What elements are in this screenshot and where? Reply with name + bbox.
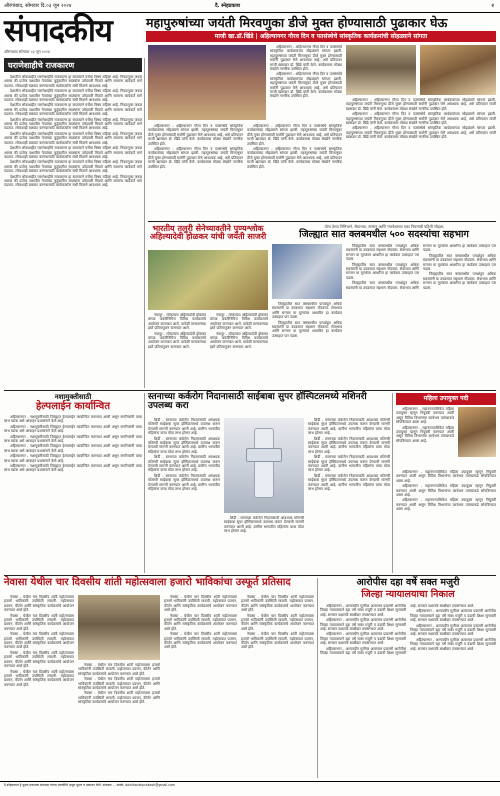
editorial-paragraph: देशातील लोकशाहीत घराणेशाहीचे राजकारण हा सातत्याने चर्चेचा विषय राहिला आहे. निवडणुका जवळ आल्या की प्रत्येक पक्षातील नेत्यांच्या कुटुंबातील सदस्यांना उमेदवारी मिळते आणि सामान्य कार्यकर्ते मागे पडतात. लोकशाही बळकट करण्यासाठी कार्यकर्त्यांना संधी मिळणे आवश्यक आहे. (4, 131, 142, 145)
ahilya-paragraph: नवापूर - लोकमाता अहिल्यादेवी होळकर यांच्या जयंतीनिमित्त विविध कार्यक्रमांचे आयोजन करण्यात आले. यावेळी मान्यवरांच्या हस्ते प्रतिमापूजन करण्यात आले. (210, 313, 268, 331)
masthead-title: संपादकीय (4, 13, 112, 49)
cancer-paragraph: शिर्डी - स्तनाच्या कर्करोग निदानासाठी आवश्यक मशिनरी साईबाबा सुपर हॉस्पिटलमध्ये उपलब्ध करून देण्याची मागणी करण्यात आली आहे. ग्रामीण भागातील महिलांना याचा मोठा लाभ होणार आहे. (148, 418, 220, 436)
editorial-paragraph: देशातील लोकशाहीत घराणेशाहीचे राजकारण हा सातत्याने चर्चेचा विषय राहिला आहे. निवडणुका जवळ आल्या की प्रत्येक पक्षातील नेत्यांच्या कुटुंबातील सदस्यांना उमेदवारी मिळते आणि सामान्य कार्यकर्ते मागे पडतात. लोकशाही बळकट करण्यासाठी कार्यकर्त्यांना संधी मिळणे आवश्यक आहे. (4, 103, 142, 117)
nevasa-paragraph: नेवासा - येथील चार दिवसीय शांती महोत्सवाला हजारो भाविकांनी उपस्थिती लावली. महोत्सवात प्रवचन, कीर्तन आणि सांस्कृतिक कार्यक्रमांचे आयोजन करण्यात आले होते. (4, 613, 74, 631)
court-subheadline: जिल्हा न्यायालयाचा निकाल (361, 589, 455, 600)
court-paragraph: अहिल्यानगर - अल्पवयीन मुलीवर अत्याचार प्रकरणी आरोपीस जिल्हा न्यायालयाने दहा वर्षे सक्त मजुरी व दंडाची शिक्षा सुनावली आहे. सरकार पक्षातर्फे साक्षीदार तपासण्यात आले. (320, 618, 406, 632)
club-body-2 (346, 244, 496, 388)
paper-name: दै. स्नेहप्रकाश (215, 3, 241, 9)
club-headline: जिल्ह्यात सात क्लबमधील ५०० सदस्यांचा सहभाग (299, 229, 469, 240)
women-paragraph: अहिल्यानगर - महानगरपालिकेत महिला उपायुक्त म्हणून नियुक्ती करण्यात आली असून विविध विभागांचा कार्यभार त्यांच्याकडे सोपविण्यात आला आहे. (396, 425, 454, 443)
lead-body-col3 (148, 124, 342, 219)
lead-body-col2 (346, 98, 496, 218)
health-paragraph: अहिल्यानगर - नशामुक्तीसाठी जिल्ह्यात हेल्पलाईन कार्यान्वित करण्यात आली असून नागरिकांनी याचा लाभ घ्यावा असे आवाहन प्रशासनाने केले आहे. (4, 464, 142, 473)
masthead-subline: औरंगाबाद सोमवार ०३ जून २०२४ (4, 49, 50, 54)
ahilya-body-2 (210, 313, 268, 388)
nevasa-paragraph: नेवासा - येथील चार दिवसीय शांती महोत्सवाला हजारो भाविकांनी उपस्थिती लावली. महोत्सवात प्रवचन, कीर्तन आणि सांस्कृतिक कार्यक्रमांचे आयोजन करण्यात आले होते. (78, 691, 160, 705)
editorial-paragraph: देशातील लोकशाहीत घराणेशाहीचे राजकारण हा सातत्याने चर्चेचा विषय राहिला आहे. निवडणुका जवळ आल्या की प्रत्येक पक्षातील नेत्यांच्या कुटुंबातील सदस्यांना उमेदवारी मिळते आणि सामान्य कार्यकर्ते मागे पडतात. लोकशाही बळकट करण्यासाठी कार्यकर्त्यांना संधी मिळणे आवश्यक आहे. (4, 160, 142, 174)
women-body-2 (396, 470, 496, 573)
editorial-heading: घराणेशाहीचे राजकारण (8, 60, 75, 70)
editorial-paragraph: देशातील लोकशाहीत घराणेशाहीचे राजकारण हा सातत्याने चर्चेचा विषय राहिला आहे. निवडणुका जवळ आल्या की प्रत्येक पक्षातील नेत्यांच्या कुटुंबातील सदस्यांना उमेदवारी मिळते आणि सामान्य कार्यकर्ते मागे पडतात. लोकशाही बळकट करण्यासाठी कार्यकर्त्यांना संधी मिळणे आवश्यक आहे. (4, 75, 142, 88)
nevasa-paragraph: नेवासा - येथील चार दिवसीय शांती महोत्सवाला हजारो भाविकांनी उपस्थिती लावली. महोत्सवात प्रवचन, कीर्तन आणि सांस्कृतिक कार्यक्रमांचे आयोजन करण्यात आले होते. (4, 669, 74, 687)
cancer-paragraph: शिर्डी - स्तनाच्या कर्करोग निदानासाठी आवश्यक मशिनरी साईबाबा सुपर हॉस्पिटलमध्ये उपलब्ध करून देण्याची मागणी करण्यात आली आहे. ग्रामीण भागातील महिलांना याचा मोठा लाभ होणार आहे. (148, 473, 220, 492)
court-paragraph: अहिल्यानगर - अल्पवयीन मुलीवर अत्याचार प्रकरणी आरोपीस जिल्हा न्यायालयाने दहा वर्षे सक्त मजुरी व दंडाची शिक्षा सुनावली आहे. सरकार पक्षातर्फे साक्षीदार तपासण्यात आले. (410, 637, 496, 651)
lead-paragraph: अहिल्यानगर - अहिल्यानगर गौरव दिन व पतसंस्थेचे सांस्कृतिक कार्यक्रमांच्या सोहळ्याने सांगता झाली. महापुरुषांच्या जयंती मिरवणुका डीजे मुक्त होण्यासाठी सर्वांनी पुढाकार घेणे आवश्यक आहे, असे प्रतिपादन माजी खासदार डॉ. खिंडे यांनी केले. कार्यक्रमास मोठ्या संख्येने नागरिक उपस्थित होते. (148, 124, 243, 146)
top-info-bar (0, 0, 500, 13)
health-paragraph: अहिल्यानगर - नशामुक्तीसाठी जिल्ह्यात हेल्पलाईन कार्यान्वित करण्यात आली असून नागरिकांनी याचा लाभ घ्यावा असे आवाहन प्रशासनाने केले आहे. (4, 434, 142, 444)
court-paragraph: अहिल्यानगर - अल्पवयीन मुलीवर अत्याचार प्रकरणी आरोपीस जिल्हा न्यायालयाने दहा वर्षे सक्त मजुरी व दंडाची शिक्षा सुनावली आहे. सरकार पक्षातर्फे साक्षीदार तपासण्यात आले. (410, 623, 496, 637)
nevasa-body-2 (78, 663, 160, 778)
club-paragraph: जिल्ह्यातील सात क्लबमधील पाचशेहून अधिक सदस्यांनी या उपक्रमात सहभाग नोंदवला. सेवाभाव आणि सन्मान या मूल्यांवर आधारित हा कार्यक्रम उत्साहात पार पडला. (346, 244, 496, 290)
ahilya-headline: भारतीय तलुरी सेनेच्यावतीने पुण्यश्लोक अहिल्यादेवी होळकर यांची जयंती साजरी (149, 223, 267, 242)
women-heading: महिला उपायुक्त पदी (396, 393, 496, 405)
cancer-paragraph: शिर्डी - स्तनाच्या कर्करोग निदानासाठी आवश्यक मशिनरी साईबाबा सुपर हॉस्पिटलमध्ये उपलब्ध करून देण्याची मागणी करण्यात आली आहे. ग्रामीण भागातील महिलांना याचा मोठा लाभ होणार आहे. (308, 455, 390, 473)
editorial-paragraph: देशातील लोकशाहीत घराणेशाहीचे राजकारण हा सातत्याने चर्चेचा विषय राहिला आहे. निवडणुका जवळ आल्या की प्रत्येक पक्षातील नेत्यांच्या कुटुंबातील सदस्यांना उमेदवारी मिळते आणि सामान्य कार्यकर्ते मागे पडतात. लोकशाही बळकट करण्यासाठी कार्यकर्त्यांना संधी मिळणे आवश्यक आहे. (4, 117, 142, 131)
page-number: २ (491, 3, 494, 9)
editorial-heading-bar (4, 58, 142, 72)
lead-photo-3 (420, 45, 496, 95)
cancer-paragraph: शिर्डी - स्तनाच्या कर्करोग निदानासाठी आवश्यक मशिनरी साईबाबा सुपर हॉस्पिटलमध्ये उपलब्ध करून देण्याची मागणी करण्यात आली आहे. ग्रामीण भागातील महिलांना याचा मोठा लाभ होणार आहे. (224, 516, 304, 534)
lead-photo-main (148, 45, 266, 120)
court-paragraph: अहिल्यानगर - अल्पवयीन मुलीवर अत्याचार प्रकरणी आरोपीस जिल्हा न्यायालयाने दहा वर्षे सक्त मजुरी व दंडाची शिक्षा सुनावली आहे. सरकार पक्षातर्फे साक्षीदार तपासण्यात आले. (410, 609, 496, 623)
court-paragraph: अहिल्यानगर - अल्पवयीन मुलीवर अत्याचार प्रकरणी आरोपीस जिल्हा न्यायालयाने दहा वर्षे सक्त मजुरी व दंडाची शिक्षा सुनावली आहे. सरकार पक्षातर्फे साक्षीदार तपासण्यात आले. (320, 632, 406, 646)
club-paragraph: जिल्ह्यातील सात क्लबमधील पाचशेहून अधिक सदस्यांनी या उपक्रमात सहभाग नोंदवला. सेवाभाव आणि सन्मान या मूल्यांवर आधारित हा कार्यक्रम उत्साहात पार पडला. (346, 244, 419, 262)
lead-body-col1 (270, 45, 342, 125)
health-body (4, 415, 142, 573)
nevasa-paragraph: नेवासा - येथील चार दिवसीय शांती महोत्सवाला हजारो भाविकांनी उपस्थिती लावली. महोत्सवात प्रवचन, कीर्तन आणि सांस्कृतिक कार्यक्रमांचे आयोजन करण्यात आले होते. (164, 632, 237, 650)
cancer-body-3 (308, 418, 390, 573)
cancer-body-2 (224, 516, 304, 573)
column-divider (144, 393, 145, 573)
lead-paragraph: अहिल्यानगर - अहिल्यानगर गौरव दिन व पतसंस्थेचे सांस्कृतिक कार्यक्रमांच्या सोहळ्याने सांगता झाली. महापुरुषांच्या जयंती मिरवणुका डीजे मुक्त होण्यासाठी सर्वांनी पुढाकार घेणे आवश्यक आहे, असे प्रतिपादन माजी खासदार डॉ. खिंडे यांनी केले. कार्यक्रमास मोठ्या संख्येने नागरिक उपस्थित होते. (346, 112, 496, 126)
cancer-paragraph: शिर्डी - स्तनाच्या कर्करोग निदानासाठी आवश्यक मशिनरी साईबाबा सुपर हॉस्पिटलमध्ये उपलब्ध करून देण्याची मागणी करण्यात आली आहे. ग्रामीण भागातील महिलांना याचा मोठा लाभ होणार आहे. (308, 473, 390, 492)
nevasa-paragraph: नेवासा - येथील चार दिवसीय शांती महोत्सवाला हजारो भाविकांनी उपस्थिती लावली. महोत्सवात प्रवचन, कीर्तन आणि सांस्कृतिक कार्यक्रमांचे आयोजन करण्यात आले होते. (4, 595, 74, 613)
lead-subhead: माजी खा.डॉ.खिंडे | अहिल्यानगर गौरव दिन व पतसंस्थेचे सांस्कृतिक कार्यक्रमांची सोहळ्याने सांगता (146, 31, 496, 42)
lead-paragraph: अहिल्यानगर - अहिल्यानगर गौरव दिन व पतसंस्थेचे सांस्कृतिक कार्यक्रमांच्या सोहळ्याने सांगता झाली. महापुरुषांच्या जयंती मिरवणुका डीजे मुक्त होण्यासाठी सर्वांनी पुढाकार घेणे आवश्यक आहे, असे प्रतिपादन माजी खासदार डॉ. खिंडे यांनी केले. कार्यक्रमास मोठ्या संख्येने नागरिक उपस्थित होते. (247, 124, 342, 146)
court-paragraph: अहिल्यानगर - अल्पवयीन मुलीवर अत्याचार प्रकरणी आरोपीस जिल्हा न्यायालयाने दहा वर्षे सक्त मजुरी व दंडाची शिक्षा सुनावली आहे. सरकार पक्षातर्फे साक्षीदार तपासण्यात आले. (320, 604, 406, 617)
ahilya-paragraph: नवापूर - लोकमाता अहिल्यादेवी होळकर यांच्या जयंतीनिमित्त विविध कार्यक्रमांचे आयोजन करण्यात आले. यावेळी मान्यवरांच्या हस्ते प्रतिमापूजन करण्यात आले. (148, 331, 206, 349)
ahilya-paragraph: नवापूर - लोकमाता अहिल्यादेवी होळकर यांच्या जयंतीनिमित्त विविध कार्यक्रमांचे आयोजन करण्यात आले. यावेळी मान्यवरांच्या हस्ते प्रतिमापूजन करण्यात आले. (148, 313, 206, 331)
health-paragraph: अहिल्यानगर - नशामुक्तीसाठी जिल्ह्यात हेल्पलाईन कार्यान्वित करण्यात आली असून नागरिकांनी याचा लाभ घ्यावा असे आवाहन प्रशासनाने केले आहे. (4, 454, 142, 463)
cancer-headline: स्तनाच्या कर्करोग निदानासाठी साईबाबा सुपर हॉस्पिटलमध्ये मशिनरी उपलब्ध करा (148, 392, 367, 412)
lead-photo-2 (346, 45, 416, 95)
editorial-paragraph: देशातील लोकशाहीत घराणेशाहीचे राजकारण हा सातत्याने चर्चेचा विषय राहिला आहे. निवडणुका जवळ आल्या की प्रत्येक पक्षातील नेत्यांच्या कुटुंबातील सदस्यांना उमेदवारी मिळते आणि सामान्य कार्यकर्ते मागे पडतात. लोकशाही बळकट करण्यासाठी कार्यकर्त्यांना संधी मिळणे आवश्यक आहे. (4, 146, 142, 159)
column-divider (317, 578, 318, 778)
lead-paragraph: अहिल्यानगर - अहिल्यानगर गौरव दिन व पतसंस्थेचे सांस्कृतिक कार्यक्रमांच्या सोहळ्याने सांगता झाली. महापुरुषांच्या जयंती मिरवणुका डीजे मुक्त होण्यासाठी सर्वांनी पुढाकार घेणे आवश्यक आहे, असे प्रतिपादन माजी खासदार डॉ. खिंडे यांनी केले. कार्यक्रमास मोठ्या संख्येने नागरिक उपस्थित होते. (346, 98, 496, 111)
nevasa-paragraph: नेवासा - येथील चार दिवसीय शांती महोत्सवाला हजारो भाविकांनी उपस्थिती लावली. महोत्सवात प्रवचन, कीर्तन आणि सांस्कृतिक कार्यक्रमांचे आयोजन करण्यात आले होते. (164, 595, 237, 613)
health-kicker: नशामुक्तीसाठी (54, 392, 92, 401)
club-paragraph: जिल्ह्यातील सात क्लबमधील पाचशेहून अधिक सदस्यांनी या उपक्रमात सहभाग नोंदवला. सेवाभाव आणि सन्मान या मूल्यांवर आधारित हा कार्यक्रम उत्साहात पार पडला. (346, 262, 419, 280)
masthead (4, 14, 142, 56)
nevasa-paragraph: नेवासा - येथील चार दिवसीय शांती महोत्सवाला हजारो भाविकांनी उपस्थिती लावली. महोत्सवात प्रवचन, कीर्तन आणि सांस्कृतिक कार्यक्रमांचे आयोजन करण्यात आले होते. (164, 613, 237, 631)
club-paragraph: जिल्ह्यातील सात क्लबमधील पाचशेहून अधिक सदस्यांनी या उपक्रमात सहभाग नोंदवला. सेवाभाव आणि सन्मान या मूल्यांवर आधारित हा कार्यक्रम उत्साहात पार पडला. (272, 302, 342, 320)
lead-headline: महापुरुषांच्या जयंती मिरवणुका डीजे मुक्त होण्यासाठी पुढाकार घेऊ (146, 15, 448, 30)
women-paragraph: अहिल्यानगर - महानगरपालिकेत महिला उपायुक्त म्हणून नियुक्ती करण्यात आली असून विविध विभागांचा कार्यभार त्यांच्याकडे सोपविण्यात आला आहे. (396, 498, 496, 512)
nevasa-paragraph: नेवासा - येथील चार दिवसीय शांती महोत्सवाला हजारो भाविकांनी उपस्थिती लावली. महोत्सवात प्रवचन, कीर्तन आणि सांस्कृतिक कार्यक्रमांचे आयोजन करण्यात आले होते. (78, 677, 160, 691)
health-paragraph: अहिल्यानगर - नशामुक्तीसाठी जिल्ह्यात हेल्पलाईन कार्यान्वित करण्यात आली असून नागरिकांनी याचा लाभ घ्यावा असे आवाहन प्रशासनाने केले आहे. (4, 444, 142, 453)
cancer-paragraph: शिर्डी - स्तनाच्या कर्करोग निदानासाठी आवश्यक मशिनरी साईबाबा सुपर हॉस्पिटलमध्ये उपलब्ध करून देण्याची मागणी करण्यात आली आहे. ग्रामीण भागातील महिलांना याचा मोठा लाभ होणार आहे. (148, 436, 220, 454)
women-body-1 (396, 407, 454, 467)
club-paragraph: जिल्ह्यातील सात क्लबमधील पाचशेहून अधिक सदस्यांनी या उपक्रमात सहभाग नोंदवला. सेवाभाव आणि सन्मान या मूल्यांवर आधारित हा कार्यक्रम उत्साहात पार पडला. (272, 320, 342, 338)
imprint-footer (0, 781, 500, 796)
ahilya-paragraph: नवापूर - लोकमाता अहिल्यादेवी होळकर यांच्या जयंतीनिमित्त विविध कार्यक्रमांचे आयोजन करण्यात आले. यावेळी मान्यवरांच्या हस्ते प्रतिमापूजन करण्यात आले. (210, 331, 268, 349)
nevasa-paragraph: नेवासा - येथील चार दिवसीय शांती महोत्सवाला हजारो भाविकांनी उपस्थिती लावली. महोत्सवात प्रवचन, कीर्तन आणि सांस्कृतिक कार्यक्रमांचे आयोजन करण्यात आले होते. (241, 632, 314, 650)
club-paragraph: जिल्ह्यातील सात क्लबमधील पाचशेहून अधिक सदस्यांनी या उपक्रमात सहभाग नोंदवला. सेवाभाव आणि सन्मान या मूल्यांवर आधारित हा कार्यक्रम उत्साहात पार पडला. (423, 253, 496, 272)
health-paragraph: अहिल्यानगर - नशामुक्तीसाठी जिल्ह्यात हेल्पलाईन कार्यान्वित करण्यात आली असून नागरिकांनी याचा लाभ घ्यावा असे आवाहन प्रशासनाने केले आहे. (4, 424, 142, 434)
ahilya-body-1 (148, 313, 206, 388)
nevasa-paragraph: नेवासा - येथील चार दिवसीय शांती महोत्सवाला हजारो भाविकांनी उपस्थिती लावली. महोत्सवात प्रवचन, कीर्तन आणि सांस्कृतिक कार्यक्रमांचे आयोजन करण्यात आले होते. (241, 595, 314, 613)
editorial-body (4, 75, 142, 265)
court-paragraph: अहिल्यानगर - अल्पवयीन मुलीवर अत्याचार प्रकरणी आरोपीस जिल्हा न्यायालयाने दहा वर्षे सक्त मजुरी व दंडाची शिक्षा सुनावली आहे. सरकार पक्षातर्फे साक्षीदार तपासण्यात आले. (320, 604, 475, 656)
nevasa-headline: नेवासा येथील चार दिवसीय शांती महोत्सवाला हजारो भाविकांचा उस्फूर्त प्रतिसाद (4, 577, 291, 588)
women-paragraph: अहिल्यानगर - महानगरपालिकेत महिला उपायुक्त म्हणून नियुक्ती करण्यात आली असून विविध विभागांचा कार्यभार त्यांच्याकडे सोपविण्यात आला आहे. (396, 470, 496, 483)
nevasa-paragraph: नेवासा - येथील चार दिवसीय शांती महोत्सवाला हजारो भाविकांनी उपस्थिती लावली. महोत्सवात प्रवचन, कीर्तन आणि सांस्कृतिक कार्यक्रमांचे आयोजन करण्यात आले होते. (4, 650, 74, 669)
court-body (320, 604, 496, 778)
cancer-body-1 (148, 418, 220, 573)
nevasa-paragraph: नेवासा - येथील चार दिवसीय शांती महोत्सवाला हजारो भाविकांनी उपस्थिती लावली. महोत्सवात प्रवचन, कीर्तन आणि सांस्कृतिक कार्यक्रमांचे आयोजन करण्यात आले होते. (241, 613, 314, 631)
imprint-text: दै.स्नेहप्रकाश हे मुद्रक प्रकाशक संपादक यांच्या मालकीचे असून मुद्रण व प्रकाशन केले. संपादक ... संपर्क: dainiksnehprakash@gmail.com (4, 783, 175, 787)
women-paragraph: अहिल्यानगर - महानगरपालिकेत महिला उपायुक्त म्हणून नियुक्ती करण्यात आली असून विविध विभागांचा कार्यभार त्यांच्याकडे सोपविण्यात आला आहे. (396, 407, 454, 425)
lead-paragraph: अहिल्यानगर - अहिल्यानगर गौरव दिन व पतसंस्थेचे सांस्कृतिक कार्यक्रमांच्या सोहळ्याने सांगता झाली. महापुरुषांच्या जयंती मिरवणुका डीजे मुक्त होण्यासाठी सर्वांनी पुढाकार घेणे आवश्यक आहे, असे प्रतिपादन माजी खासदार डॉ. खिंडे यांनी केले. कार्यक्रमास मोठ्या संख्येने नागरिक उपस्थित होते. (270, 72, 342, 99)
column-divider (392, 393, 393, 573)
club-body-1 (272, 302, 342, 388)
nevasa-body-1 (4, 595, 74, 778)
section-rule (4, 390, 496, 391)
column-divider (144, 58, 145, 388)
section-rule (4, 575, 496, 576)
editorial-paragraph: देशातील लोकशाहीत घराणेशाहीचे राजकारण हा सातत्याने चर्चेचा विषय राहिला आहे. निवडणुका जवळ आल्या की प्रत्येक पक्षातील नेत्यांच्या कुटुंबातील सदस्यांना उमेदवारी मिळते आणि सामान्य कार्यकर्ते मागे पडतात. लोकशाही बळकट करण्यासाठी कार्यकर्त्यांना संधी मिळणे आवश्यक आहे. (4, 89, 142, 103)
club-kicker: योगा डेच्या निमित्ताने, सेवाभाव, सन्मान आणि गणवेशाच्या एका नियमाची पहिली सोहळा (324, 224, 444, 229)
court-headline: आरोपीस दहा वर्षे सक्त मजुरी (356, 577, 460, 588)
club-photo (272, 244, 342, 299)
nevasa-paragraph: नेवासा - येथील चार दिवसीय शांती महोत्सवाला हजारो भाविकांनी उपस्थिती लावली. महोत्सवात प्रवचन, कीर्तन आणि सांस्कृतिक कार्यक्रमांचे आयोजन करण्यात आले होते. (4, 632, 74, 650)
editorial-paragraph: देशातील लोकशाहीत घराणेशाहीचे राजकारण हा सातत्याने चर्चेचा विषय राहिला आहे. निवडणुका जवळ आल्या की प्रत्येक पक्षातील नेत्यांच्या कुटुंबातील सदस्यांना उमेदवारी मिळते आणि सामान्य कार्यकर्ते मागे पडतात. लोकशाही बळकट करण्यासाठी कार्यकर्त्यांना संधी मिळणे आवश्यक आहे. (4, 174, 142, 188)
health-paragraph: अहिल्यानगर - नशामुक्तीसाठी जिल्ह्यात हेल्पलाईन कार्यान्वित करण्यात आली असून नागरिकांनी याचा लाभ घ्यावा असे आवाहन प्रशासनाने केले आहे. (4, 415, 142, 424)
cancer-paragraph: शिर्डी - स्तनाच्या कर्करोग निदानासाठी आवश्यक मशिनरी साईबाबा सुपर हॉस्पिटलमध्ये उपलब्ध करून देण्याची मागणी करण्यात आली आहे. ग्रामीण भागातील महिलांना याचा मोठा लाभ होणार आहे. (148, 455, 220, 473)
club-paragraph: जिल्ह्यातील सात क्लबमधील पाचशेहून अधिक सदस्यांनी या उपक्रमात सहभाग नोंदवला. सेवाभाव आणि सन्मान या मूल्यांवर आधारित हा कार्यक्रम उत्साहात पार पडला. (423, 272, 496, 290)
lead-paragraph: अहिल्यानगर - अहिल्यानगर गौरव दिन व पतसंस्थेचे सांस्कृतिक कार्यक्रमांच्या सोहळ्याने सांगता झाली. महापुरुषांच्या जयंती मिरवणुका डीजे मुक्त होण्यासाठी सर्वांनी पुढाकार घेणे आवश्यक आहे, असे प्रतिपादन माजी खासदार डॉ. खिंडे यांनी केले. कार्यक्रमास मोठ्या संख्येने नागरिक उपस्थित होते. (247, 147, 342, 169)
cancer-paragraph: शिर्डी - स्तनाच्या कर्करोग निदानासाठी आवश्यक मशिनरी साईबाबा सुपर हॉस्पिटलमध्ये उपलब्ध करून देण्याची मागणी करण्यात आली आहे. ग्रामीण भागातील महिलांना याचा मोठा लाभ होणार आहे. (308, 418, 390, 436)
nevasa-photo (78, 595, 160, 660)
lead-paragraph: अहिल्यानगर - अहिल्यानगर गौरव दिन व पतसंस्थेचे सांस्कृतिक कार्यक्रमांच्या सोहळ्याने सांगता झाली. महापुरुषांच्या जयंती मिरवणुका डीजे मुक्त होण्यासाठी सर्वांनी पुढाकार घेणे आवश्यक आहे, असे प्रतिपादन माजी खासदार डॉ. खिंडे यांनी केले. कार्यक्रमास मोठ्या संख्येने नागरिक उपस्थित होते. (270, 45, 342, 72)
nevasa-body-3 (164, 595, 314, 778)
women-portrait-photo (458, 407, 496, 457)
cancer-paragraph: शिर्डी - स्तनाच्या कर्करोग निदानासाठी आवश्यक मशिनरी साईबाबा सुपर हॉस्पिटलमध्ये उपलब्ध करून देण्याची मागणी करण्यात आली आहे. ग्रामीण भागातील महिलांना याचा मोठा लाभ होणार आहे. (308, 436, 390, 454)
ahilya-photo (148, 250, 268, 310)
women-paragraph: अहिल्यानगर - महानगरपालिकेत महिला उपायुक्त म्हणून नियुक्ती करण्यात आली असून विविध विभागांचा कार्यभार त्यांच्याकडे सोपविण्यात आला आहे. (396, 484, 496, 498)
lead-paragraph: अहिल्यानगर - अहिल्यानगर गौरव दिन व पतसंस्थेचे सांस्कृतिक कार्यक्रमांच्या सोहळ्याने सांगता झाली. महापुरुषांच्या जयंती मिरवणुका डीजे मुक्त होण्यासाठी सर्वांनी पुढाकार घेणे आवश्यक आहे, असे प्रतिपादन माजी खासदार डॉ. खिंडे यांनी केले. कार्यक्रमास मोठ्या संख्येने नागरिक उपस्थित होते. (148, 147, 243, 169)
health-headline: हेल्पलाईन कार्यान्वित (35, 401, 111, 412)
nevasa-paragraph: नेवासा - येथील चार दिवसीय शांती महोत्सवाला हजारो भाविकांनी उपस्थिती लावली. महोत्सवात प्रवचन, कीर्तन आणि सांस्कृतिक कार्यक्रमांचे आयोजन करण्यात आले होते. (78, 663, 160, 676)
date-line: औरंगाबाद, सोमवार दि.०३ जून २०२४ (4, 3, 72, 9)
lead-paragraph: अहिल्यानगर - अहिल्यानगर गौरव दिन व पतसंस्थेचे सांस्कृतिक कार्यक्रमांच्या सोहळ्याने सांगता झाली. महापुरुषांच्या जयंती मिरवणुका डीजे मुक्त होण्यासाठी सर्वांनी पुढाकार घेणे आवश्यक आहे, असे प्रतिपादन माजी खासदार डॉ. खिंडे यांनी केले. कार्यक्रमास मोठ्या संख्येने नागरिक उपस्थित होते. (346, 126, 496, 140)
cancer-machine-photo (224, 418, 304, 513)
section-rule (148, 221, 496, 222)
